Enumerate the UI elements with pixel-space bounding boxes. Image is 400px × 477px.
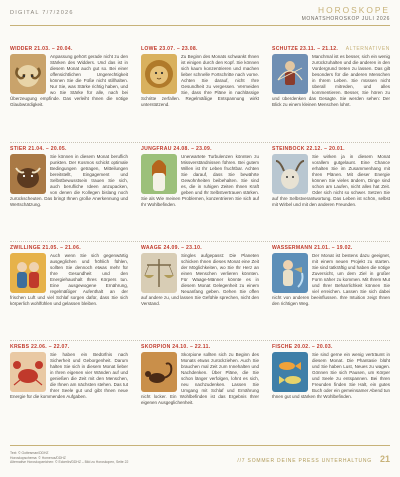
sign-widder — [10, 46, 128, 141]
footer-rule — [10, 445, 390, 446]
horoscope-grid — [10, 46, 390, 444]
sign-text: Der Monat ist bestens dazu geeignet, mit einem neuen Projekt zu starten. Sie sind tatkräftig und haben die nötige Zuversicht, um dem Ziel in großer Form näher zu kommen. Mit Ihrem Mut und Ihrer Beharrlichkeit können Sie viel erreichen. Lassen Sie sich dabei nicht von anderen beeinflussen. Ihre Intuition zeigt Ihnen den richtigen Weg. — [272, 253, 390, 307]
sign-text: Unerwartete Turbulenzen könnten zu Missverständnissen führen. Bei gutem Willen ist Ihr Leben fruchtbar. Achten Sie darauf, dass Sie bewährte Gewohnheiten beibehalten. Sie sind es, die in ruhigen Zeiten Ihnen Kraft geben und Ihr Selbstvertrauen stärken. Sie als Wie meinen Problemen, konzentrieren Sie sich auf Ihr Wohlbefinden. — [141, 154, 259, 208]
ram-image — [10, 54, 46, 94]
scales-image — [141, 253, 177, 293]
sign-stier — [10, 146, 128, 241]
sign-title: SCHÜTZE 23.11. – 21.12. — [272, 46, 339, 52]
crab-image — [10, 352, 46, 392]
page-footer — [10, 445, 390, 473]
credit-line: Horoskopschema: © Homerus/DDHZ — [10, 455, 66, 460]
fish-image — [272, 352, 308, 392]
sign-wassermann — [272, 245, 390, 340]
lion-image — [141, 54, 177, 94]
sign-fische — [272, 344, 390, 439]
sign-jungfrau — [141, 146, 259, 241]
sign-loewe — [141, 46, 259, 141]
sign-schuetze — [272, 46, 390, 141]
sign-text: Zu Beginn des Monats schwankt Ihnen ist einigen durch den Kopf. Sie können sich kaum konzentrieren und machen lieber schnelle Fortschritte nach vorne. Achten Sie darauf, nicht Ihre Gesundheit zu vergessen. Vermeiden Sie, dass Ihre Pläne in nachlässige Schritte zerfallen. Regelmäßige Entspannung wirkt unterstützend. — [141, 54, 259, 108]
sign-krebs — [10, 344, 128, 439]
virgo-image — [141, 154, 177, 194]
page-subtitle: MONATSHOROSKOP JULI 2026 — [301, 16, 390, 22]
twins-image — [10, 253, 46, 293]
sign-title: JUNGFRAU 24.08. – 23.09. — [141, 146, 212, 152]
header-rule — [10, 25, 390, 26]
alternatives-label: ALTERNATIVEN — [345, 46, 390, 52]
credit-line: Text: © Gottesman/DDHZ — [10, 451, 49, 455]
sign-title: STEINBOCK 22.12. – 20.01. — [272, 146, 345, 152]
scorpion-image — [141, 352, 177, 392]
sign-title: WAAGE 24.09. – 23.10. — [141, 245, 202, 251]
sign-title: ZWILLINGE 21.05. – 21.06. — [10, 245, 81, 251]
sign-text: Sie haben ein Bedürfnis nach Sicherheit und Geborgenheit. Darum halten Sie sich in diesem Monat lieber in Ihren eigenen vier Wänden auf und genießen die Zeit mit den Menschen, die Ihnen am nächsten stehen. Das tut Ihrer Seele gut und gibt Ihnen neue Energie für die kommenden Aufgaben. — [10, 352, 128, 400]
sign-title: WIDDER 21.03. – 20.04. — [10, 46, 73, 52]
sign-title: FISCHE 20.02. – 20.03. — [272, 344, 333, 350]
sign-text: Singles aufgepasst: Die Planeten schicken Ihnen dieses Monat eine Zeit der Möglichkeiten, wo Sie Ihr Herz an einen Menschen verlieren könnten. Für Waage-Männer könnte es in diesem Monat Gelegenheit zu einem Neuanfang geben. Gehen Sie offen auf andere zu, und lassen Sie Gefühle sprechen, nicht den Verstand. — [141, 253, 259, 307]
sign-waage — [141, 245, 259, 340]
credit-line: Alternative Horoskopzeichen: © Eckerlin/DDHZ – Bild zu Horoskopen, Seite 22 — [10, 460, 129, 465]
goat-image — [272, 154, 308, 194]
sign-text: Sie sind gerne ein wenig verträumt in diesem Monat. Die Phantasie blüht und Sie haben Lust, Neues zu wagen. Gönnen Sie sich Pausen, um Körper und Seele zu entspannen. Bei Ihren Freunden finden Sie Halt, ein gutes Buch oder ein gemeinsamer Abend tun Ihnen gut und stärken Ihr Wohlbefinden. — [272, 352, 390, 400]
sign-zwillinge — [10, 245, 128, 340]
sign-text: Sie können in diesem Monat beruflich punkten. Der Kosmos schickt optimale Bedingungen getragen, Mitteilungen bereitstellt, Eingagement und Selbstbewusstsein trauen Sie sich, auch berufliche Ideen anzupacken, von denen die Kollegen bislang noch zurückscheuten. Das bringt Ihnen große Anerkennung und Wertschätzung. — [10, 154, 128, 208]
sign-text: Sie wirken ja in diesem Monat vorallem gutgelaunt. Eine Chance erhalten Sie im Zusammenhang mit Ihren Plänen. Mit dieser Energie können Sie vieles ändern, Dinge sind schon am Laufen, nicht alles hat Zeit. Oder sich nicht so schwer. Setzen Sie auf Ihre Selbstverantwortung. Das Leben ist schön, selbst mit Wirbel und mit den anderen Freunden. — [272, 154, 390, 208]
sign-title: STIER 21.04. – 20.05. — [10, 146, 67, 152]
sign-text: Anpassung gehört gerade nicht zu den Stärken des Widders. Und das ist in diesem Monat auch gut so. Bei einer offensichtlichen Ungerechtigkeit können Sie die Füße nicht stillhalten. Nur Sie, was Stärke richtig haben, und wo Sie Stärke für alle, nach bei Überzeugung empfinde. Das verleiht Ihnen die nötige Glaubwürdigkeit. — [10, 54, 128, 108]
bull-image — [10, 154, 46, 194]
sign-title: WASSERMANN 21.01. – 19.02. — [272, 245, 353, 251]
credits — [10, 451, 128, 465]
archer-image — [272, 54, 308, 94]
page-header — [10, 4, 390, 26]
page-title: HOROSKOPE — [318, 5, 390, 15]
section-label: //7 SOMMER DEINE PRESS UNTERHALTUNG — [237, 458, 372, 464]
sign-skorpion — [141, 344, 259, 439]
sign-steinbock — [272, 146, 390, 241]
page-number: 21 — [379, 454, 390, 464]
sign-text: Manchmal ist es besser, sich ein wenig zurückzuhalten und die anderen in den Vordergrund treten zu lassen. Das gilt besonders für die anderen Menschen in Ihrem Leben. Sie müssen nicht überall mitreden, und alles kommentieren. Besser, Sie hören zu und überdenken das Gesagte. Sie werden sehen: Der Blick zu einem kleinen Menschen lohnt. — [272, 54, 390, 108]
sign-text: Skorpione sollten sich zu Beginn des Monats etwas zurückziehen. Auch Sie brauchen mal Zeit zum Innehalten und Nachdenken. Über Pläne, die Sie schon länger verfolgen, lohnt es sich, neu nachzudenken. Lassen Sie Umgang mit Schlaf und Ernährung nicht locker. Ein Wohlbefinden ist das Ergebnis Ihrer eigenen Ausgeglichenheit. — [141, 352, 259, 406]
sign-text: Auch wenn Sie sich gegenwärtig ausgeglichen und fröhlich fühlen, sollten Sie dennoch etwas mehr für Ihre Gesundheit und den Energiehaushalt Ihres Körpers tun. Eine ausgewogene Ernährung, regelmäßiger Aufenthalt an der frischen Luft und viel Schlaf sorgen dafür, dass Sie sich körperlich wohlfühlen und gelassen bleiben. — [10, 253, 128, 307]
sign-title: LÖWE 23.07. – 23.08. — [141, 46, 198, 52]
sign-title: SKORPION 24.10. – 22.11. — [141, 344, 211, 350]
brand-label: DIGITAL 7/7/2026 — [10, 10, 74, 16]
waterbearer-image — [272, 253, 308, 293]
sign-title: KREBS 22.06. – 22.07. — [10, 344, 70, 350]
